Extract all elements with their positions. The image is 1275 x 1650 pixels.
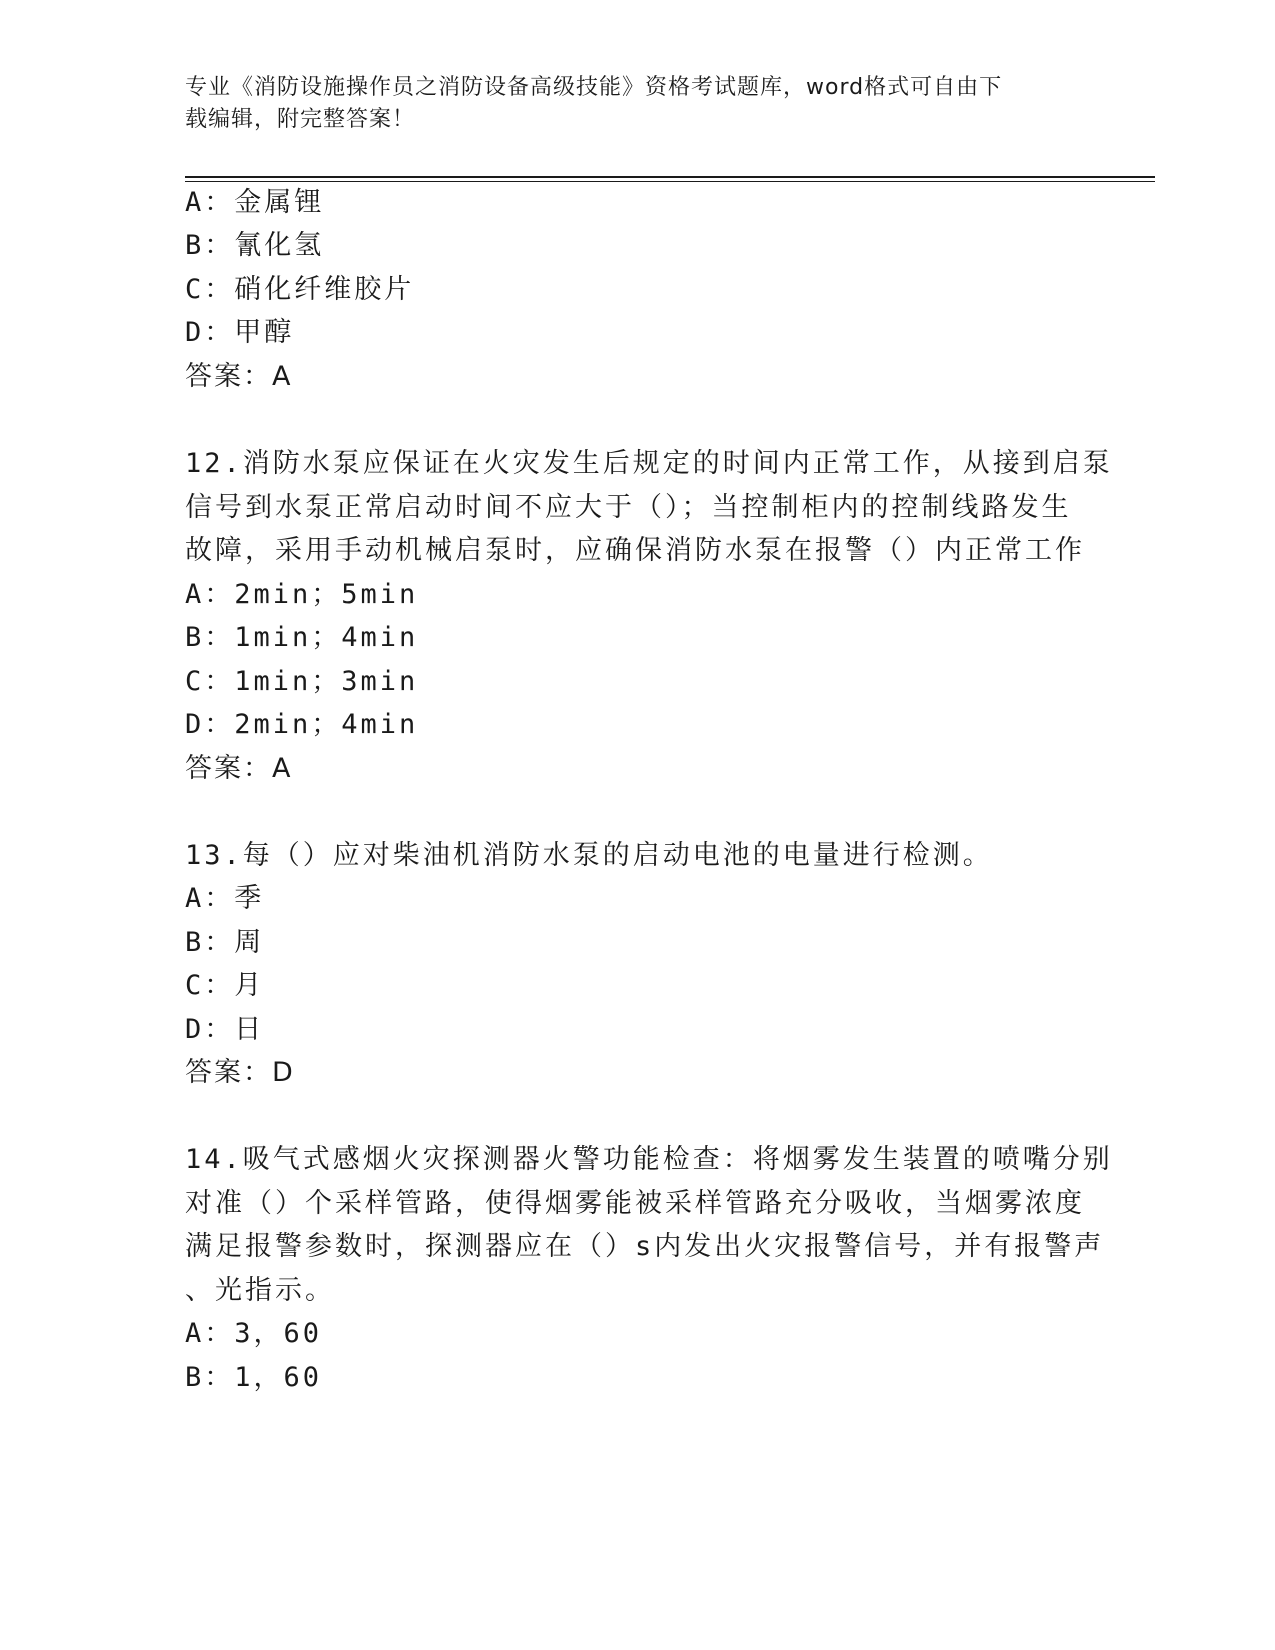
q14-stem-line-3: 满足报警参数时，探测器应在（）s内发出火灾报警信号，并有报警声 xyxy=(185,1231,1105,1262)
q11-option-a: A：金属锂 xyxy=(185,187,325,218)
q12-answer: 答案：A xyxy=(185,753,293,784)
header-divider-thick xyxy=(185,176,1155,178)
q11-option-d: D：甲醇 xyxy=(185,317,295,348)
q13-stem-line-1: 13.每（）应对柴油机消防水泵的启动电池的电量进行检测。 xyxy=(185,840,993,871)
q13-answer: 答案：D xyxy=(185,1057,295,1088)
q14-option-b: B：1，60 xyxy=(185,1362,323,1393)
q12-option-c: C：1min；3min xyxy=(185,666,419,697)
header-line-2: 载编辑，附完整答案！ xyxy=(185,107,416,132)
header-line-1: 专业《消防设施操作员之消防设备高级技能》资格考试题库，word格式可自由下 xyxy=(185,75,1003,100)
q12-option-d: D：2min；4min xyxy=(185,709,419,740)
header-divider-thin xyxy=(185,181,1155,182)
q12-stem-line-1: 12.消防水泵应保证在火灾发生后规定的时间内正常工作，从接到启泵 xyxy=(185,448,1113,479)
q12-option-a: A：2min；5min xyxy=(185,579,419,610)
q14-option-a: A：3，60 xyxy=(185,1318,323,1349)
q13-option-a: A：季 xyxy=(185,883,265,914)
q13-option-d: D：日 xyxy=(185,1014,265,1045)
q11-option-b: B：氰化氢 xyxy=(185,230,325,261)
q12-stem-line-3: 故障，采用手动机械启泵时，应确保消防水泵在报警（）内正常工作 xyxy=(185,535,1085,566)
q12-stem-line-2: 信号到水泵正常启动时间不应大于（）；当控制柜内的控制线路发生 xyxy=(185,492,1072,523)
q12-option-b: B：1min；4min xyxy=(185,622,419,653)
document-header xyxy=(185,72,1085,136)
q11-option-c: C：硝化纤维胶片 xyxy=(185,274,415,305)
q13-option-c: C：月 xyxy=(185,970,265,1001)
q14-stem-line-2: 对准（）个采样管路，使得烟雾能被采样管路充分吸收，当烟雾浓度 xyxy=(185,1188,1085,1219)
q14-stem-line-4: 、光指示。 xyxy=(185,1275,335,1306)
q11-answer: 答案：A xyxy=(185,361,293,392)
q14-stem-line-1: 14.吸气式感烟火灾探测器火警功能检查：将烟雾发生装置的喷嘴分别 xyxy=(185,1144,1113,1175)
q13-option-b: B：周 xyxy=(185,927,265,958)
